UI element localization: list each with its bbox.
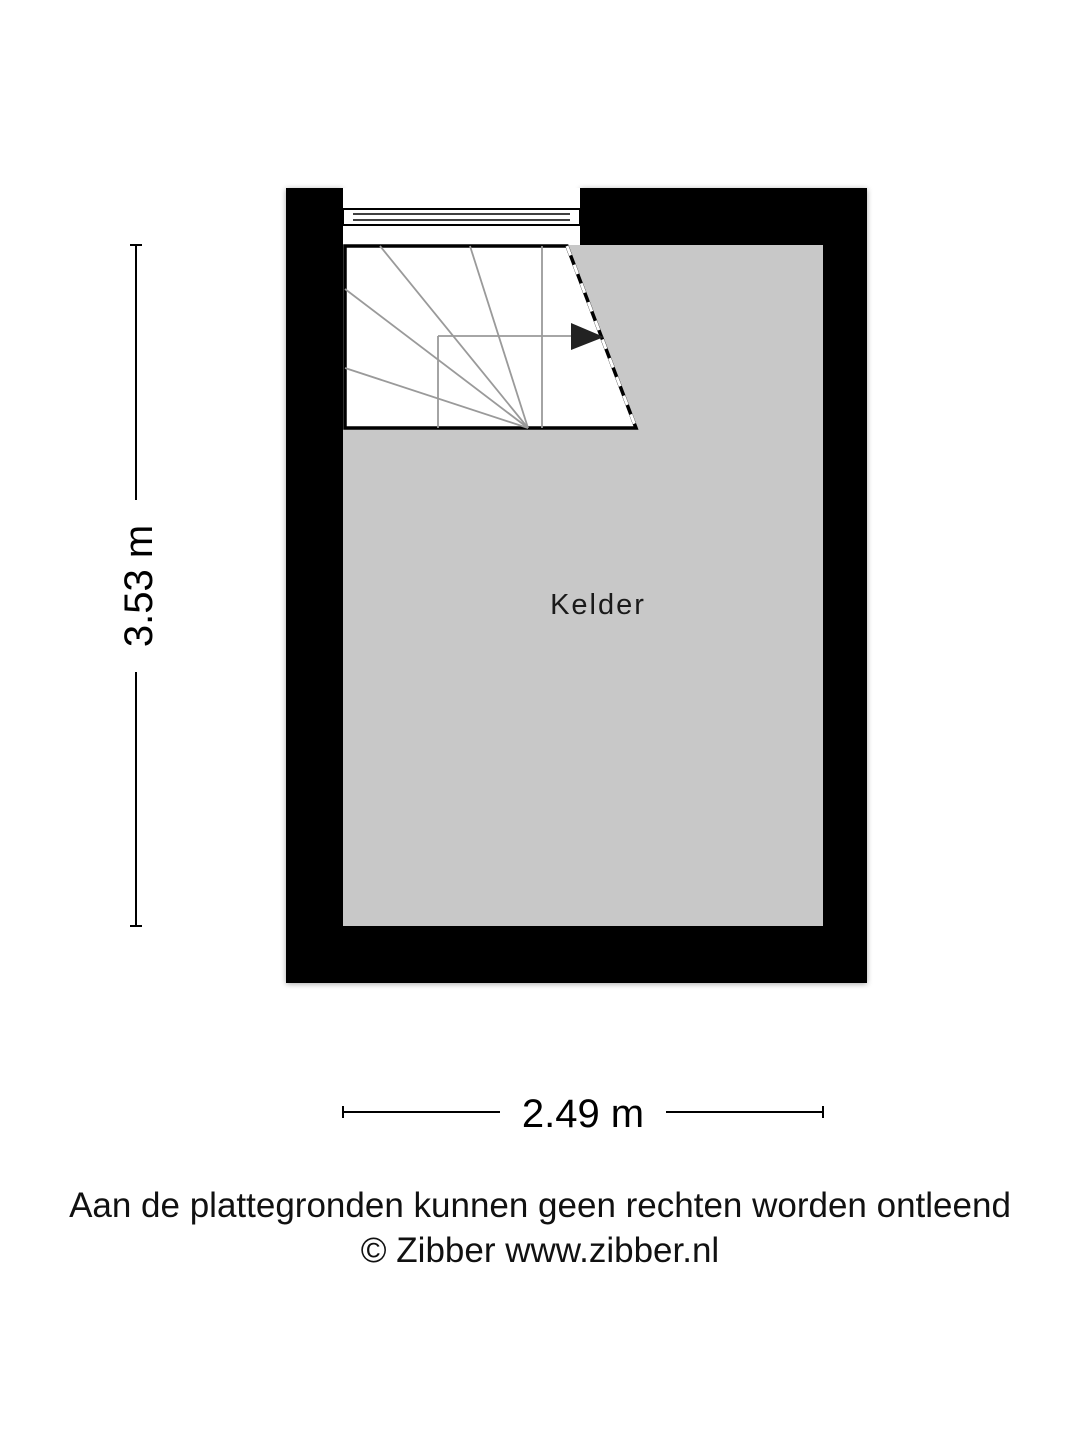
- wall-left: [286, 188, 343, 983]
- dimension-height-label: 3.53 m: [117, 524, 161, 648]
- disclaimer-text: Aan de plattegronden kunnen geen rechten worden ontleend: [69, 1186, 1011, 1225]
- wall-bottom: [286, 926, 867, 983]
- copyright-text: © Zibber www.zibber.nl: [360, 1231, 720, 1270]
- dimension-width-label: 2.49 m: [521, 1092, 645, 1136]
- window: [343, 188, 580, 245]
- wall-right: [823, 188, 867, 983]
- room-label-kelder: Kelder: [550, 589, 646, 621]
- wall-top-right: [580, 188, 867, 245]
